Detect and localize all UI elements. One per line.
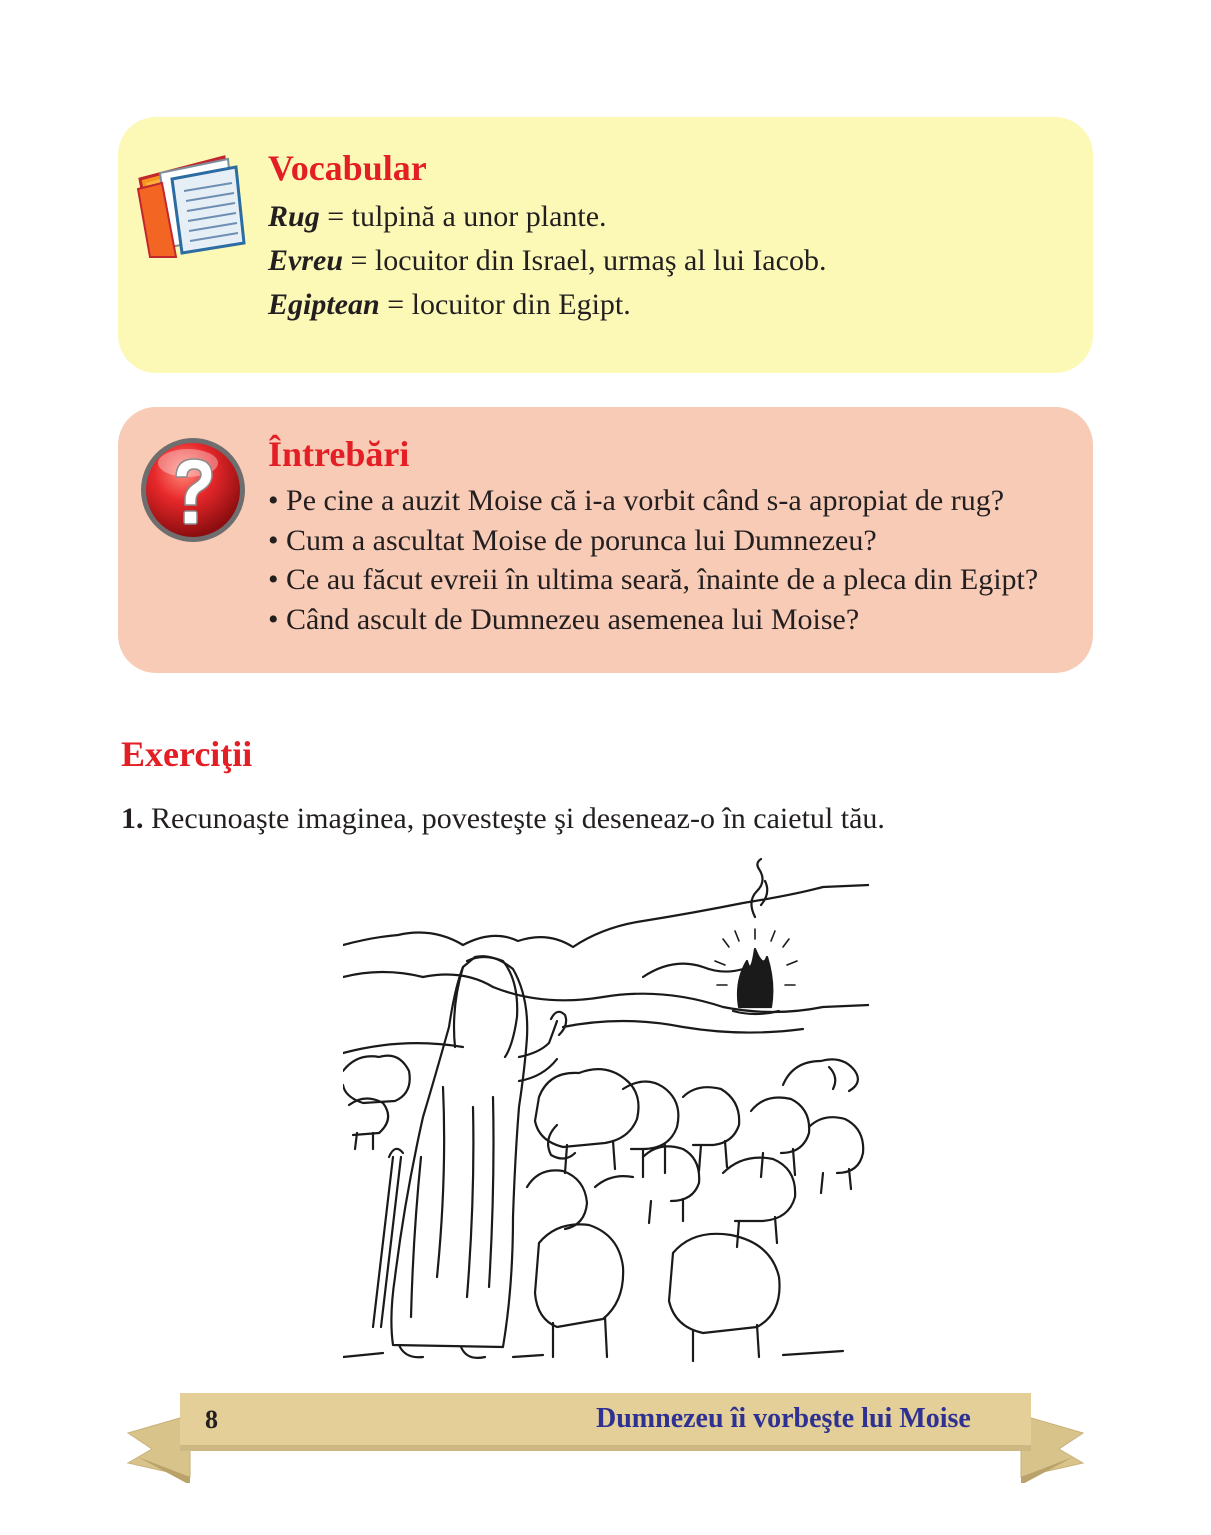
vocabulary-definition: = locuitor din Egipt.: [379, 288, 631, 321]
vocabulary-term: Egiptean: [268, 288, 380, 321]
exercise-item: [121, 802, 885, 836]
question-item: • Când ascult de Dumnezeu asemenea lui Moise?: [268, 602, 860, 636]
vocabulary-list: [268, 195, 826, 327]
vocabulary-entry: [268, 283, 826, 327]
questions-box: [118, 407, 1093, 673]
documents-folder-icon: [132, 139, 252, 259]
question-item: • Cum a ascultat Moise de porunca lui Dumnezeu?: [268, 523, 877, 557]
vocabulary-definition: = locuitor din Israel, urmaş al lui Iacob.: [343, 244, 827, 277]
vocabulary-term: Evreu: [268, 244, 343, 277]
exercises-title: Exerciţii: [121, 734, 253, 774]
vocabulary-title: Vocabular: [268, 148, 427, 188]
vocabulary-entry: [268, 239, 826, 283]
vocabulary-box: [118, 117, 1093, 373]
exercise-number: 1.: [121, 802, 144, 835]
page-number: 8: [205, 1405, 218, 1434]
exercise-text: Recunoaşte imaginea, povesteşte şi deseneaz-o în caietul tău.: [143, 802, 885, 835]
vocabulary-entry: [268, 195, 826, 239]
chapter-title: Dumnezeu îi vorbeşte lui Moise: [596, 1403, 971, 1434]
question-mark-icon: [138, 435, 248, 545]
vocabulary-term: Rug: [268, 200, 320, 233]
questions-list: [268, 481, 1038, 639]
question-item: • Pe cine a auzit Moise că i-a vorbit când s-a apropiat de rug?: [268, 484, 1005, 517]
shepherd-burning-bush-illustration: [343, 857, 869, 1365]
vocabulary-definition: = tulpină a unor plante.: [319, 200, 607, 233]
question-item: • Ce au făcut evreii în ultima seară, înainte de a pleca din Egipt?: [268, 563, 1039, 596]
questions-title: Întrebări: [268, 434, 410, 474]
